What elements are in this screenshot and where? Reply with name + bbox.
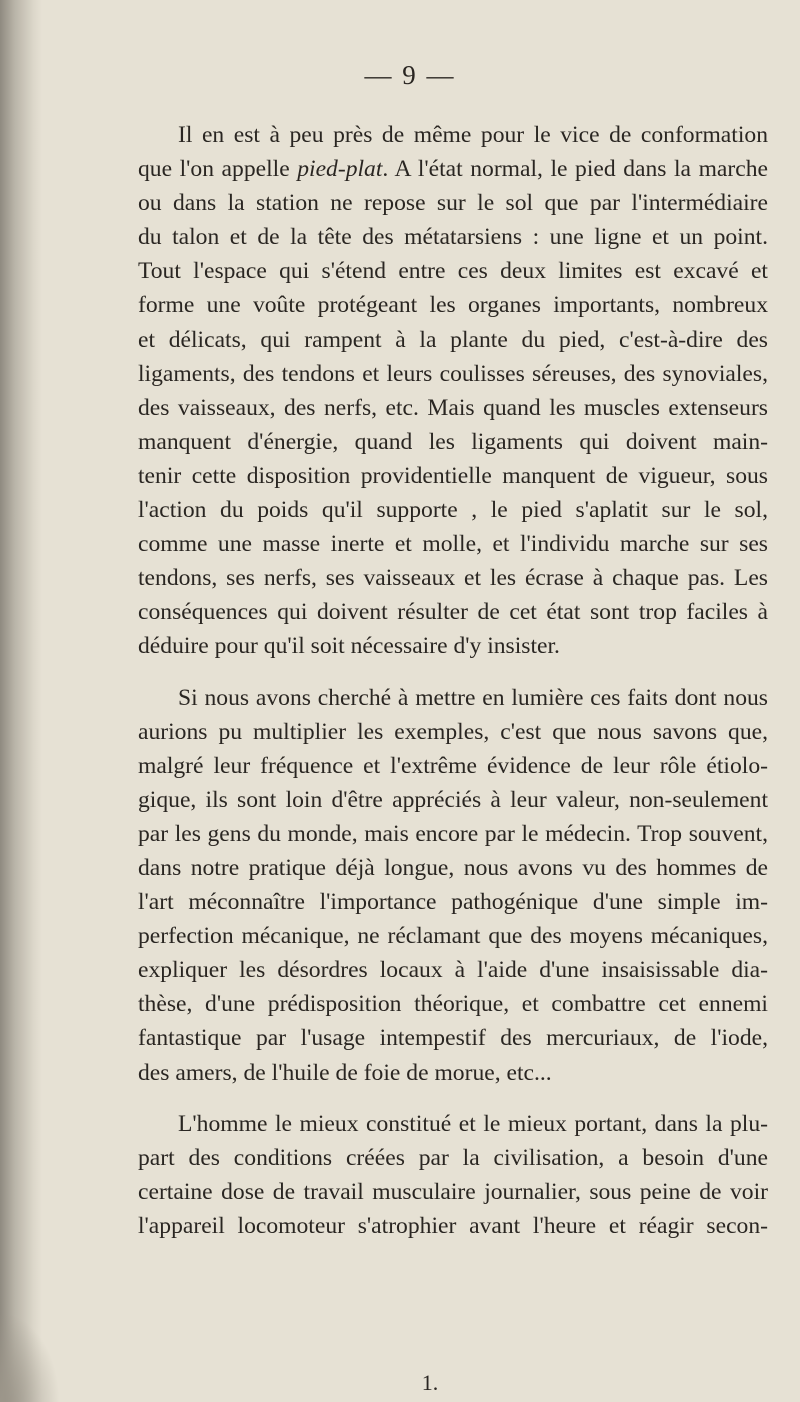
- text-line: forme une voûte protégeant les organes importants, nombreux: [138, 292, 768, 319]
- text-line: Tout l'espace qui s'étend entre ces deux limites est excavé et: [138, 258, 768, 285]
- text-line: comme une masse inerte et molle, et l'individu marche sur ses: [138, 531, 768, 558]
- paragraph: [138, 681, 768, 1090]
- text-line: des amers, de l'huile de foie de morue, etc...: [138, 1059, 552, 1086]
- text-line: déduire pour qu'il soit nécessaire d'y insister.: [138, 633, 560, 660]
- binding-shadow: [0, 0, 42, 1402]
- text-line: perfection mécanique, ne réclamant que des moyens mécaniques,: [138, 923, 768, 950]
- text-line: par les gens du monde, mais encore par le médecin. Trop souvent,: [138, 820, 768, 847]
- text-line: du talon et de la tête des métatarsiens : une ligne et un point.: [138, 224, 768, 251]
- body-text: [138, 118, 768, 1243]
- text-line: des vaisseaux, des nerfs, etc. Mais quand les muscles extenseurs: [138, 394, 768, 421]
- text-line: conséquences qui doivent résulter de cet état sont trop faciles à: [138, 599, 768, 626]
- text-line: ou dans la station ne repose sur le sol que par l'intermédiaire: [138, 190, 768, 217]
- text-line: et délicats, qui rampent à la plante du pied, c'est-à-dire des: [138, 326, 768, 353]
- text-line: l'art méconnaître l'importance pathogénique d'une simple im-: [138, 889, 768, 916]
- text-line: part des conditions créées par la civilisation, a besoin d'une: [138, 1144, 768, 1171]
- text-line: L'homme le mieux constitué et le mieux portant, dans la plu-: [178, 1110, 768, 1137]
- text-line: l'action du poids qu'il supporte , le pied s'aplatit sur le sol,: [138, 497, 768, 524]
- page-number: — 9 —: [364, 60, 456, 90]
- text-line: fantastique par l'usage intempestif des mercuriaux, de l'iode,: [138, 1025, 768, 1052]
- text-line: tendons, ses nerfs, ses vaisseaux et les écrase à chaque pas. Les: [138, 565, 768, 592]
- text-line: manquent d'énergie, quand les ligaments qui doivent main-: [138, 428, 768, 455]
- text-line: gique, ils sont loin d'être appréciés à leur valeur, non-seulement: [138, 786, 768, 813]
- signature-mark: 1.: [421, 1370, 439, 1395]
- text-line: thèse, d'une prédisposition théorique, et combattre cet ennemi: [138, 991, 768, 1018]
- text-line: que l'on appelle pied-plat. A l'état normal, le pied dans la marche: [138, 156, 768, 183]
- text-line: ligaments, des tendons et leurs coulisses séreuses, des synoviales,: [138, 360, 768, 387]
- text-line: tenir cette disposition providentielle manquent de vigueur, sous: [138, 462, 768, 489]
- text-line: Il en est à peu près de même pour le vice de conformation: [178, 122, 768, 148]
- paragraph: [138, 1107, 768, 1243]
- text-line: l'appareil locomoteur s'atrophier avant l'heure et réagir secon-: [138, 1212, 768, 1239]
- text-line: aurions pu multiplier les exemples, c'est que nous savons que,: [138, 718, 768, 745]
- text-line: Si nous avons cherché à mettre en lumière ces faits dont nous: [178, 684, 768, 711]
- text-line: dans notre pratique déjà longue, nous avons vu des hommes de: [138, 854, 768, 881]
- text-line: expliquer les désordres locaux à l'aide d'une insaisissable dia-: [138, 957, 768, 984]
- text-line: malgré leur fréquence et l'extrême évidence de leur rôle étiolo-: [138, 752, 768, 779]
- text-line: certaine dose de travail musculaire journalier, sous peine de voir: [138, 1178, 768, 1205]
- paragraph: [138, 118, 768, 664]
